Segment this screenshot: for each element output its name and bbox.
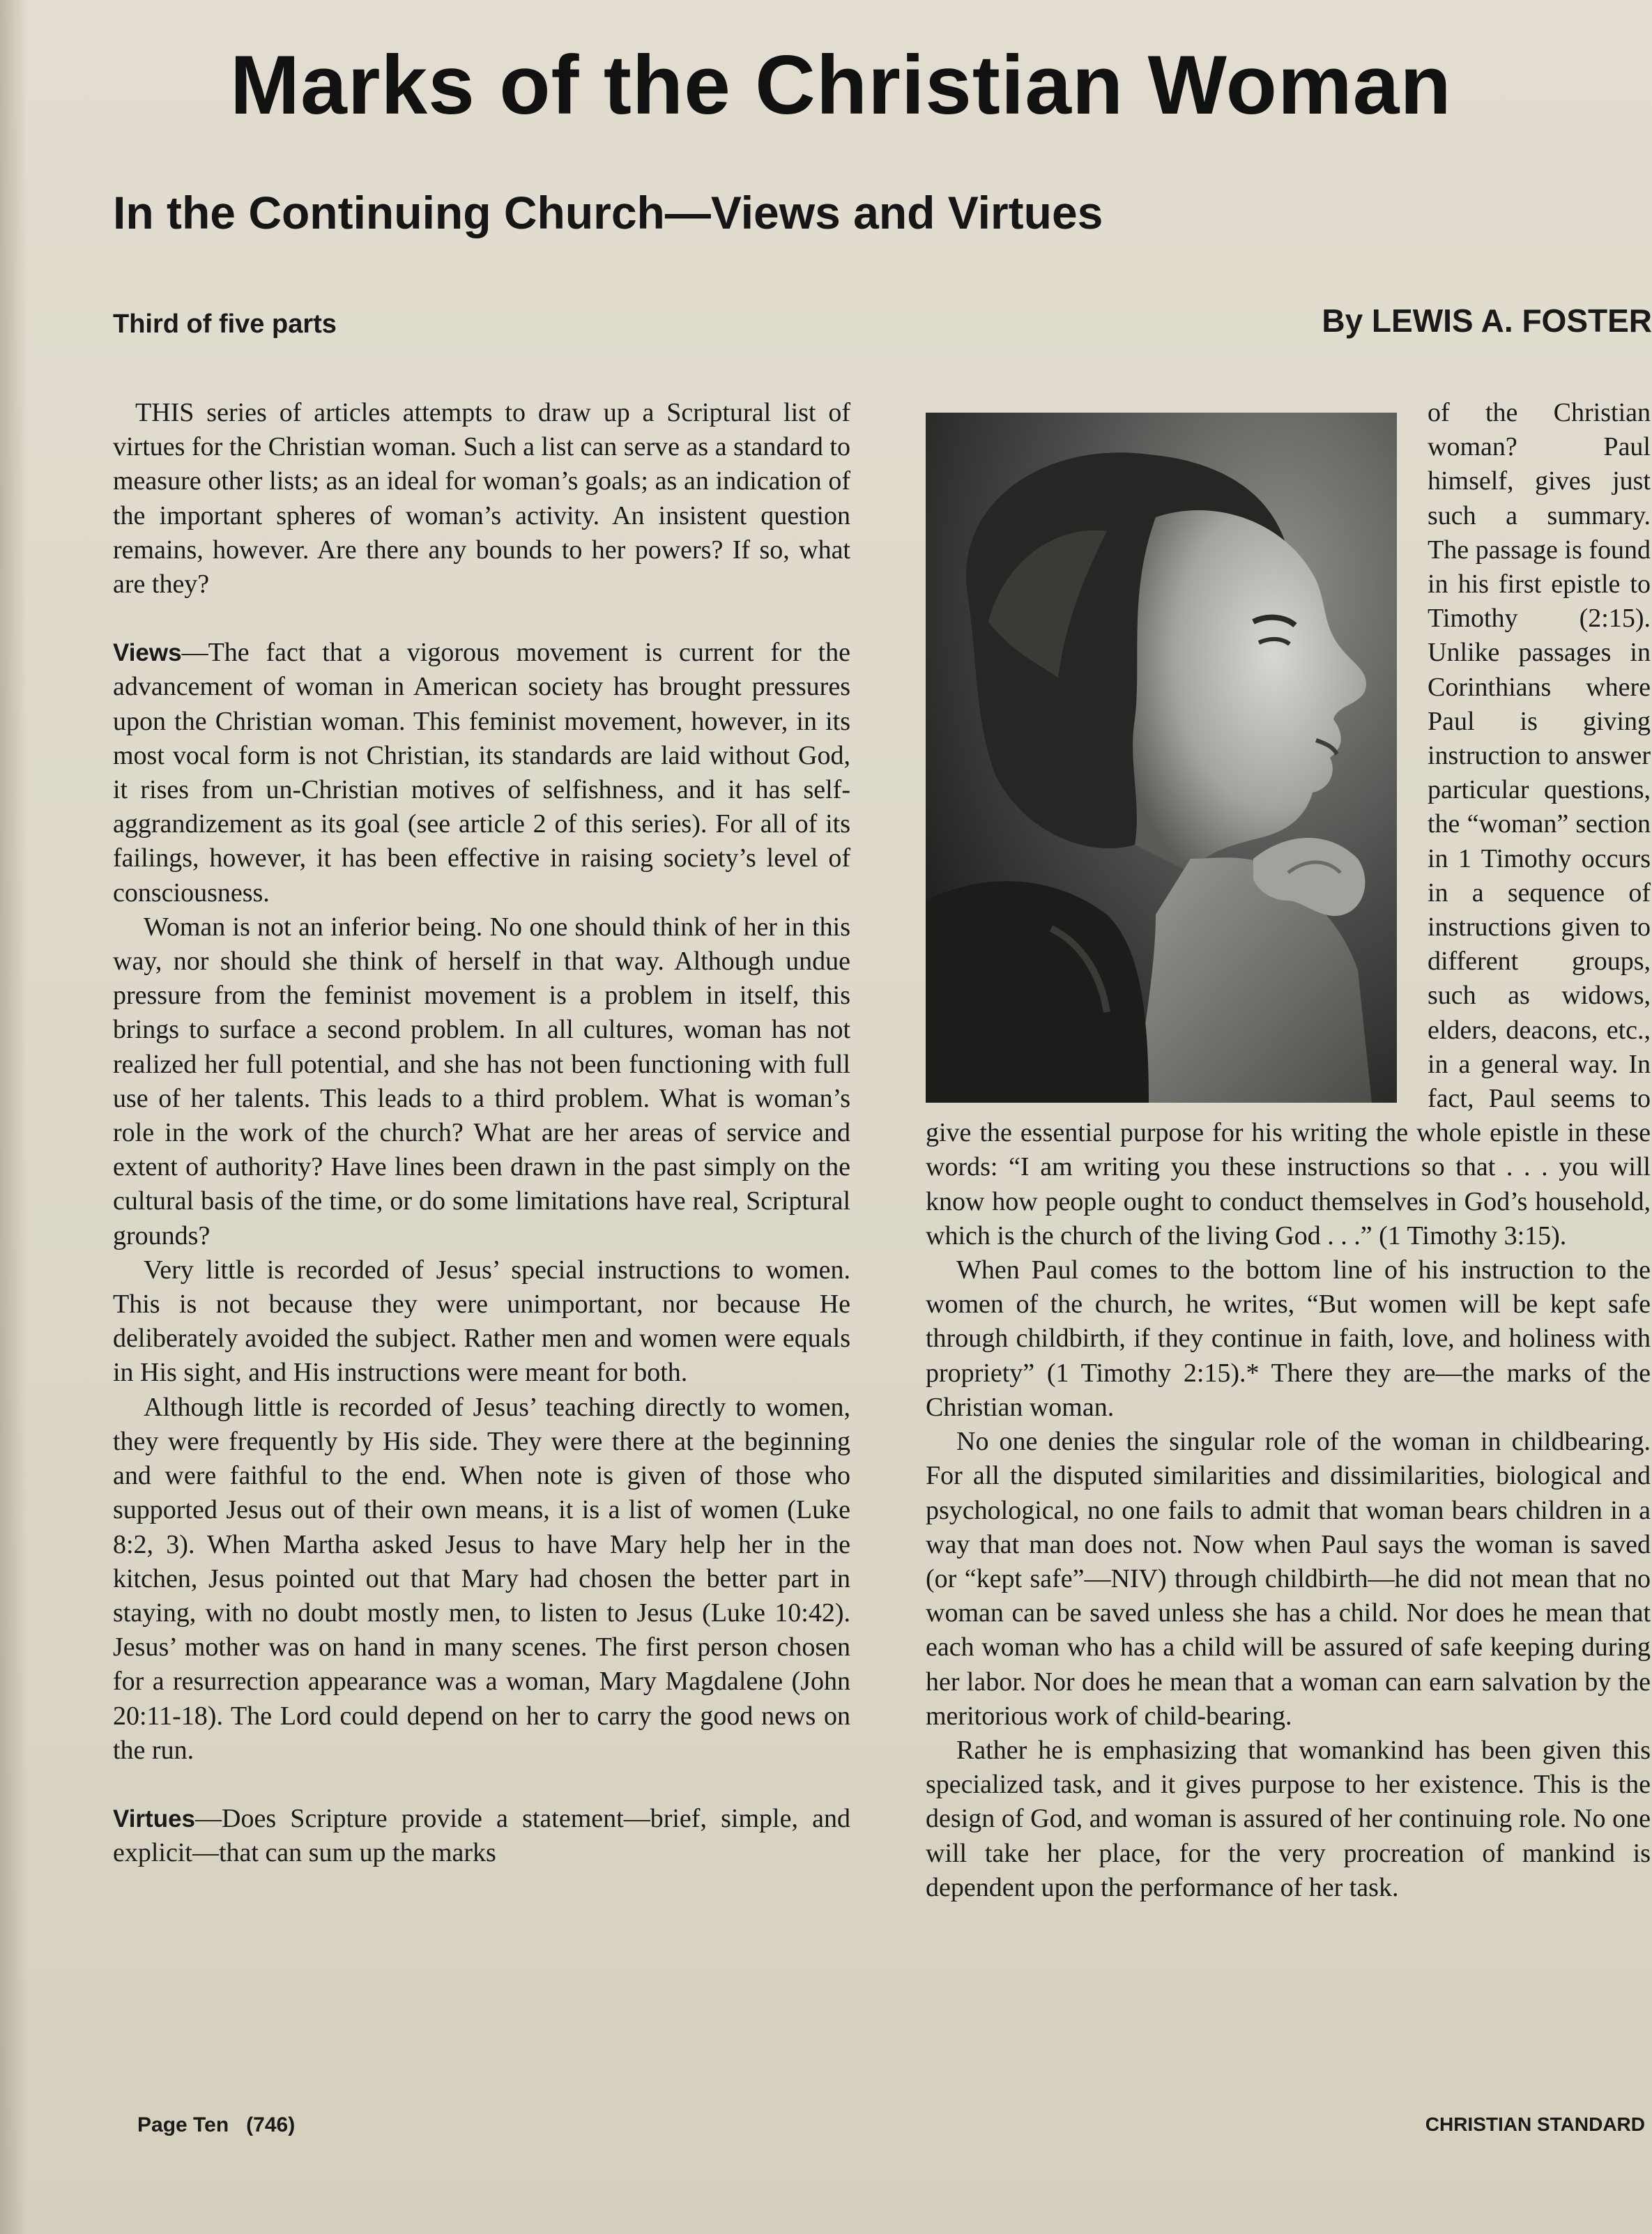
views-text: —The fact that a vigorous movement is current for the advancement of woman in American society has brought pressures upon the Christian woman. This feminist movement, however, in its most vocal form is not Christian, its standards are laid without God, it rises from un-Christian motives of selfishness, and it has self-aggrandizement as its goal (see article 2 of this series). For all of its failings, however, it has been effective in raising society’s level of consciousness.	[113, 638, 850, 908]
inferior-paragraph: Woman is not an inferior being. No one should think of her in this way, nor should she think of herself in that way. Although undue pressure from the feminist movement is a problem in itself, this brings to surface a second problem. In all cultures, woman has not realized her full potential, and she has not been functioning with full use of her talents. This leads to a third problem. What is woman’s role in the work of the church? What are her areas of service and extent of authority? Have lines been drawn in the past simply on the cultural basis of the time, or do some limitations have real, Scriptural grounds?	[113, 912, 850, 1250]
virtues-run-in-heading: Virtues	[113, 1805, 196, 1833]
photo-spacer	[926, 461, 1428, 1104]
specialized-task-paragraph: Rather he is emphasizing that womankind has been given this specialized task, and it gives purpose to her existence. This is the design of God, and woman is assured of her continuing role. No one will take her place, for the very procreation of mankind is dependent upon the performance of her task.	[926, 1735, 1651, 1902]
views-paragraph	[113, 636, 850, 910]
photo-spacer-top	[926, 396, 1428, 461]
article-subtitle: In the Continuing Church—Views and Virtues	[113, 187, 1103, 238]
right-column	[926, 396, 1651, 1905]
by-his-side-paragraph: Although little is recorded of Jesus’ teaching directly to women, they were frequently by His side. They were there at the beginning and were faithful to the end. When note is given of those who supported Jesus out of their own means, it is a list of women (Luke 8:2, 3). When Martha asked Jesus to have Mary help her in the kitchen, Jesus pointed out that Mary had chosen the better part in staying, with no doubt mostly men, to listen to Jesus (Luke 10:42). Jesus’ mother was on hand in many scenes. The first person chosen for a resurrection appearance was a woman, Mary Magdalene (John 20:11-18). The Lord could depend on her to carry the good news on the run.	[113, 1392, 850, 1765]
childbearing-paragraph: No one denies the singular role of the woman in childbearing. For all the disputed similarities and dissimilarities, biological and psychological, no one fails to admit that woman bears children in a way that man does not. Now when Paul says the woman is saved (or “kept safe”—NIV) through childbirth—he did not mean that no woman can be saved unless she has a child. Nor does he mean that each woman who has a child will be assured of safe keeping during her labor. Nor does he mean that a woman can earn salvation by the meritorious work of child-bearing.	[926, 1427, 1651, 1731]
author-byline: By LEWIS A. FOSTER	[1322, 303, 1652, 339]
virtues-paragraph	[113, 1802, 850, 1870]
marks-continuation-paragraph: of the Christian woman? Paul himself, gives just such a summary. The passage is found in his first epistle to Timothy (2:15). Unlike passages in Corinthians where Paul is giving instruction to answer particular questions, the “woman” section in 1 Timothy occurs in a sequence of instructions given to different groups, such as widows, elders, deacons, etc., in a general way. In fact, Paul seems to give the essential purpose for his writing the whole epistle in these words: “I am writing you these instructions so that . . . you will know how people ought to conduct themselves in God’s household, which is the church of the living God . . .” (1 Timothy 3:15).	[926, 398, 1651, 1250]
bottom-line-paragraph: When Paul comes to the bottom line of his instruction to the women of the church, he writes, “But women will be kept safe through childbirth, if they continue in faith, love, and holiness with propriety” (1 Timothy 2:15).* There they are—the marks of the Christian woman.	[926, 1255, 1651, 1422]
views-run-in-heading: Views	[113, 639, 182, 667]
article-title: Marks of the Christian Woman	[230, 38, 1452, 132]
page-number-footer: Page Ten (746)	[137, 2113, 296, 2136]
virtues-text: —Does Scripture provide a statement—brief, simple, and explicit—that can sum up the marks	[113, 1803, 850, 1868]
publication-footer: CHRISTIAN STANDARD	[1425, 2113, 1645, 2135]
little-recorded-paragraph: Very little is recorded of Jesus’ special instructions to women. This is not because they were unimportant, nor because He deliberately avoided the subject. Rather men and women were equals in His sight, and His instructions were meant for both.	[113, 1255, 850, 1388]
page-gutter-shadow	[0, 0, 28, 2234]
series-part-label: Third of five parts	[113, 309, 337, 339]
intro-paragraph: THIS series of articles attempts to draw up a Scriptural list of virtues for the Christian woman. Such a list can serve as a standard to measure other lists; as an ideal for woman’s goals; as an indication of the important spheres of woman’s activity. An insistent question remains, however. Are there any bounds to her powers? If so, what are they?	[113, 398, 850, 599]
left-column	[113, 396, 850, 1870]
